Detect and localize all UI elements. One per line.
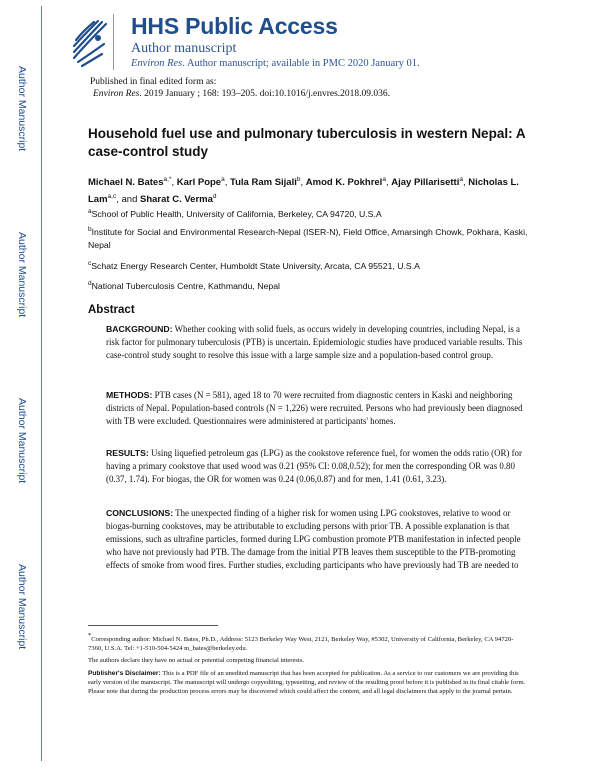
- header-divider: [113, 14, 114, 70]
- hhs-public-access-title: HHS Public Access: [131, 13, 338, 39]
- publisher-disclaimer: Publisher's Disclaimer: This is a PDF file of an unedited manuscript that has been accepted for publication. As a service to our customers we are providing this early version of the manuscript. The manuscript will undergo copyediting, typesetting, and review of the resulting proof before it is published in its final citable form. Please note that during the production process errors may be discovered which could affect the content, and all legal disclaimers that apply to the journal pertain.: [88, 670, 526, 695]
- article-title: Household fuel use and pulmonary tuberculosis in western Nepal: A case-control study: [88, 126, 526, 159]
- author-name: Tula Ram Sijali: [230, 177, 297, 188]
- journal-name: Environ Res: [93, 89, 140, 99]
- abstract-heading: Abstract: [88, 304, 135, 316]
- author-name: Karl Pope: [176, 177, 222, 188]
- author-name: Sharat C. Verma: [140, 194, 213, 205]
- footnote-divider: [88, 625, 218, 626]
- sidebar-label: Author Manuscript: [16, 398, 28, 484]
- sidebar-label: Author Manuscript: [16, 66, 28, 152]
- hhs-eagle-logo-icon: [68, 14, 112, 70]
- publication-info: Published in final edited form as: Environ Res. 2019 January ; 168: 193–205. doi:10.1016/j.envres.2018.09.036.: [90, 77, 391, 99]
- author-name: Nicholas L. Lam: [88, 177, 519, 205]
- header-citation: Environ Res. Author manuscript; available in PMC 2020 January 01.: [131, 58, 420, 69]
- author-name: Michael N. Bates: [88, 177, 164, 188]
- abstract-background: BACKGROUND: Whether cooking with solid fuels, as occurs widely in developing countries, including Nepal, is a risk factor for pulmonary tuberculosis (PTB) is uncertain. Epidemiologic studies have produced variable results. This case-control study sought to resolve this issue with a large sample size and a population-based control group.: [106, 324, 523, 360]
- sidebar-divider: [41, 6, 42, 761]
- abstract-results: RESULTS: Using liquefied petroleum gas (LPG) as the cookstove reference fuel, for women the odds ratio (OR) for having a primary cookstove that used wood was 0.21 (95% CI: 0.08,0.52); for men the corresponding OR was 0.80 (0.37, 1.74). For biogas, the OR for women was 0.24 (0.06,0.87) and for men, 1.41 (0.61, 3.23).: [106, 448, 522, 484]
- sidebar-label: Author Manuscript: [16, 564, 28, 650]
- abstract-methods: METHODS: PTB cases (N = 581), aged 18 to 70 were recruited from diagnostic centers in Kaski and neighboring districts of Nepal. Population-based controls (N = 1,226) were recruited. Persons who had previously been diagnosed with TB were excluded. Questionnaires were administered at participants' homes.: [106, 390, 523, 426]
- affiliation: $^c$Schatz Energy Research Center, Humboldt State University, Arcata, CA 95521, U.S.A: [88, 260, 420, 271]
- competing-interests-note: The authors declare they have no actual or potential competing financial interests.: [88, 657, 305, 664]
- author-name: Amod K. Pokhrel: [305, 177, 383, 188]
- author-manuscript-label: Author manuscript: [131, 41, 237, 56]
- author-list: Michael N. Bates$^{a,*}$, Karl Pope$^a$, Tula Ram Sijali$^b$, Amod K. Pokhrel$^a$, Ajay Pillarisetti$^a$, Nicholas L. Lam$^{a,c}$, and Sharat C. Verma$^d$: [88, 176, 519, 205]
- journal-name: Environ Res: [131, 58, 183, 69]
- author-name: Ajay Pillarisetti: [391, 177, 460, 188]
- abstract-conclusions: CONCLUSIONS: The unexpected finding of a higher risk for women using LPG cookstoves, relative to wood or biogas-burning cookstoves, may be attributable to excluding persons with prior TB. A possible explanation is that emissions, such as ultrafine particles, formed during LPG combustion promote PTB manifestation in infected people who have not previously had PTB. The damage from the initial PTB leaves them susceptible to the PTB-promoting effects of smoke from wood fires. Further studies, excluding participants who have previously had TB are needed to: [106, 508, 521, 570]
- affiliation: $^d$National Tuberculosis Centre, Kathmandu, Nepal: [88, 280, 280, 291]
- corresponding-author-note: *Corresponding author: Michael N. Bates, Ph.D., Address: 5123 Berkeley Way West, 2121, Berkeley Way, #5302, University of California, Berkeley, CA 94720-7360, U.S.A. Tel: +1-510-504-5424 m_bates@berkeley.edu.: [88, 632, 514, 652]
- affiliation: $^a$School of Public Health, University of California, Berkeley, CA 94720, U.S.A: [88, 208, 382, 219]
- sidebar-label: Author Manuscript: [16, 232, 28, 318]
- affiliation: $^b$Institute for Social and Environmental Research-Nepal (ISER-N), Field Office, Amarsingh Chowk, Pokhara, Kaski, Nepal: [88, 226, 528, 250]
